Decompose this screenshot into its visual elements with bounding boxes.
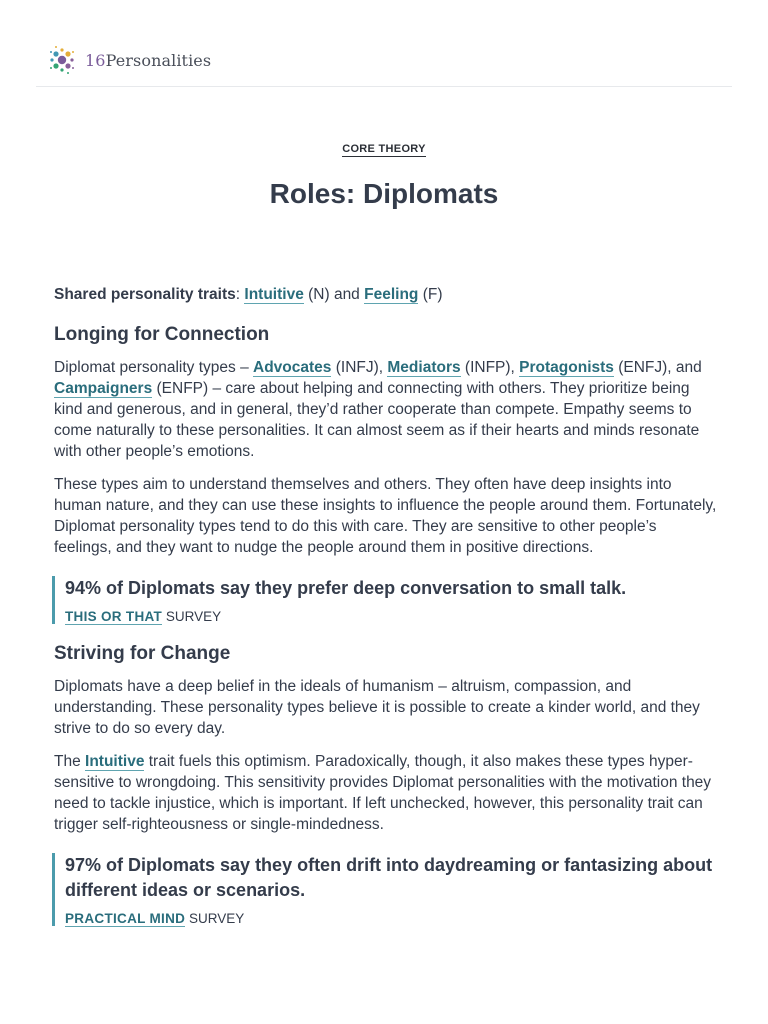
page-title: Roles: Diplomats: [269, 178, 499, 209]
paragraph-change-1: Diplomats have a deep belief in the ideals of humanism – altruism, compassion, and understanding. These personality types believe it is possible to create a kinder world, and they strive to do so every day.: [54, 678, 700, 737]
category-kicker-link[interactable]: CORE THEORY: [342, 143, 426, 155]
intuitive-link[interactable]: Intuitive: [244, 286, 304, 303]
survey-quote-text: 94% of Diplomats say they prefer deep conversation to small talk.: [65, 578, 627, 598]
shared-traits-label: Shared personality traits: [54, 286, 236, 303]
article-body: [54, 284, 718, 944]
feeling-link[interactable]: Feeling: [364, 286, 419, 303]
campaigners-link[interactable]: Campaigners: [54, 380, 153, 397]
survey-source: THIS OR THAT SURVEY: [65, 609, 222, 624]
site-logo-link[interactable]: [45, 43, 211, 77]
logo-wordmark: 16Personalities: [85, 50, 212, 70]
protagonists-link[interactable]: Protagonists: [519, 359, 614, 376]
advocates-link[interactable]: Advocates: [253, 359, 332, 376]
this-or-that-survey-link[interactable]: THIS OR THAT: [65, 609, 163, 624]
practical-mind-survey-link[interactable]: PRACTICAL MIND: [65, 911, 186, 926]
survey-quote-1: [52, 576, 716, 624]
section-heading-connection: Longing for Connection: [54, 324, 270, 345]
paragraph-connection-2: These types aim to understand themselves and others. They often have deep insights into human nature, and they can use these insights to influence the people around them. Fortunately, Diplomat personality types tend to do this with care. They are sensitive to other people’s feelings, and they want to nudge the people around them in positive directions.: [54, 476, 717, 556]
survey-source: PRACTICAL MIND SURVEY: [65, 911, 245, 926]
survey-quote-2: [52, 853, 716, 926]
intuitive-trait-link[interactable]: Intuitive: [85, 753, 145, 770]
section-heading-change: Striving for Change: [54, 643, 231, 664]
shared-traits-line: Shared personality traits: Intuitive (N) and Feeling (F): [54, 286, 443, 303]
mediators-link[interactable]: Mediators: [387, 359, 461, 376]
survey-quote-text: 97% of Diplomats say they often drift into daydreaming or fantasizing about different ideas or scenarios.: [65, 855, 713, 900]
paragraph-connection-1: Diplomat personality types – Advocates (INFJ), Mediators (INFP), Protagonists (ENFJ), and Campaigners (ENFP) – care about helping and connecting with others. They prioritize being kind and generous, and in general, they’d rather cooperate than compete. Empathy seems to come naturally to these personalities. It can almost seem as if their hearts and minds resonate with other people’s emotions.: [54, 359, 702, 460]
logo-icon: [45, 43, 79, 77]
site-header: [36, 0, 732, 87]
category-kicker: [0, 139, 768, 157]
paragraph-change-2: The Intuitive trait fuels this optimism. Paradoxically, though, it also makes these types hyper-sensitive to wrongdoing. This sensitivity provides Diplomat personalities with the motivation they need to tackle injustice, which is important. If left unchecked, however, this personality trait can trigger self-righteousness or single-mindedness.: [54, 753, 712, 833]
